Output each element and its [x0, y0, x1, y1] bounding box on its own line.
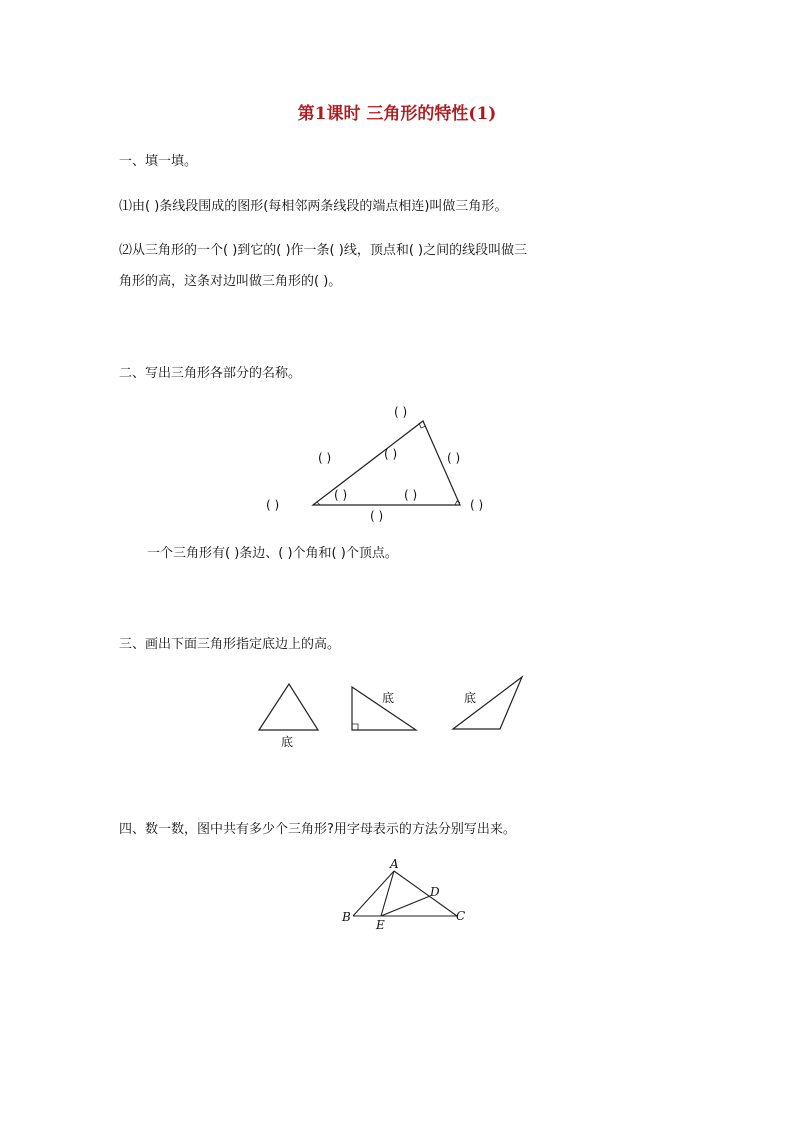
- question-2-line-1: ⑵从三角形的一个( )到它的( )作一条( )线，顶点和( )之间的线段叫做三: [119, 243, 528, 258]
- angle-label-blank-right: ( ): [404, 488, 418, 502]
- right-angle-square: [352, 724, 358, 730]
- point-label-a: A: [390, 857, 399, 871]
- point-label-e: E: [376, 918, 385, 932]
- vertex-label-blank-left: ( ): [266, 498, 280, 512]
- point-label-b: B: [342, 910, 351, 924]
- side-label-blank-left: ( ): [318, 451, 332, 465]
- base-label-triangle-3: 底: [464, 691, 477, 705]
- question-2-line-2: 角形的高，这条对边叫做三角形的( )。: [119, 274, 342, 289]
- section4-heading: 四、数一数，图中共有多少个三角形?用字母表示的方法分别写出来。: [119, 822, 516, 837]
- angle-label-blank-left: ( ): [334, 488, 348, 502]
- question-1-text: ⑴由( )条线段围成的图形(每相邻两条线段的端点相连)叫做三角形。: [119, 199, 508, 214]
- vertex-label-blank-top: ( ): [394, 405, 408, 419]
- equilateral-triangle: [259, 684, 318, 730]
- height-label-blank: ( ): [384, 447, 398, 461]
- point-label-d: D: [430, 885, 440, 899]
- side-label-blank-right: ( ): [447, 451, 461, 465]
- section2-heading: 二、写出三角形各部分的名称。: [119, 366, 302, 381]
- point-label-c: C: [456, 909, 466, 923]
- base-label-triangle-1: 底: [281, 735, 294, 749]
- vertex-label-blank-right: ( ): [470, 498, 484, 512]
- base-label-blank: ( ): [370, 509, 384, 523]
- page-title: 第1课时 三角形的特性(1): [297, 104, 497, 124]
- section3-heading: 三、画出下面三角形指定底边上的高。: [119, 637, 341, 652]
- base-label-triangle-2: 底: [382, 691, 395, 705]
- triangle-facts-sentence: 一个三角形有( )条边、( )个角和( )个顶点。: [147, 546, 398, 561]
- count-triangles-figure: [353, 871, 457, 916]
- section1-heading: 一、填一填。: [119, 154, 198, 169]
